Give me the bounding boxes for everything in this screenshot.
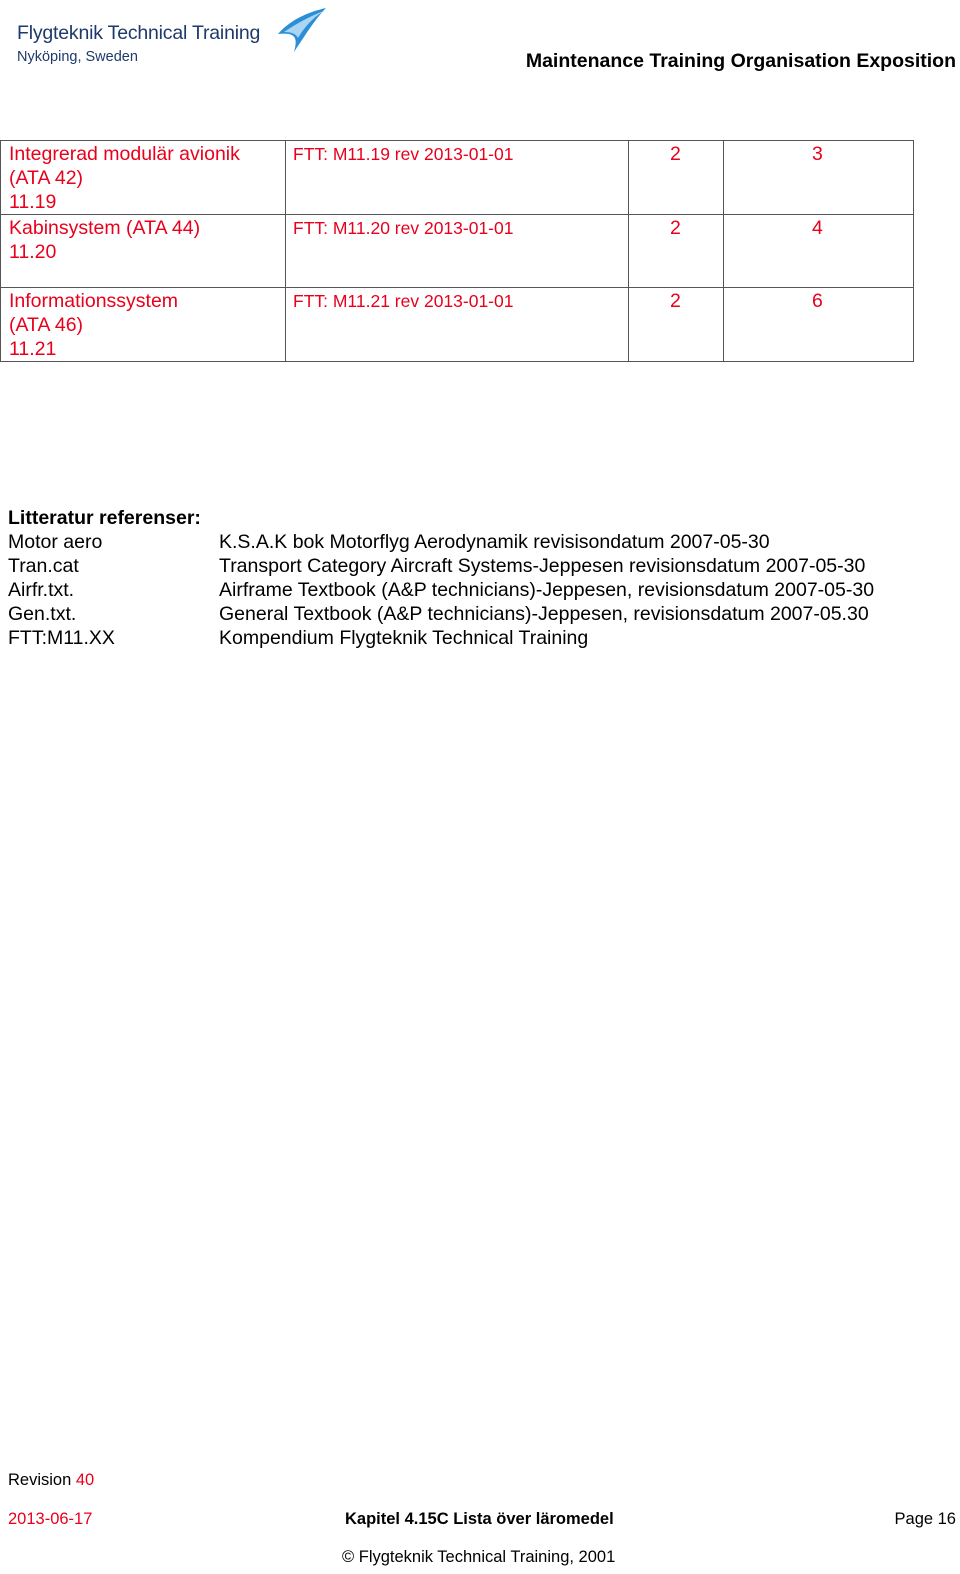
- reference-value: Kompendium Flygteknik Technical Training: [219, 627, 589, 649]
- module-name-line: (ATA 46): [9, 314, 84, 336]
- module-name-cell: [1, 141, 286, 215]
- literature-references: [8, 506, 874, 650]
- module-name-cell: [1, 215, 286, 288]
- reference-key: Gen.txt.: [8, 603, 77, 625]
- module-name-line: Informationssystem: [9, 290, 179, 312]
- document-title: Maintenance Training Organisation Exposition: [525, 50, 956, 72]
- module-name-line: 11.19: [9, 191, 57, 213]
- table-row: [1, 141, 914, 215]
- module-ref-cell: FTT: M11.21 rev 2013-01-01: [286, 288, 629, 362]
- reference-item: [8, 578, 874, 602]
- module-col3-cell: 2: [629, 141, 724, 215]
- module-name-line: (ATA 42): [9, 167, 84, 189]
- company-logo: [14, 4, 314, 68]
- module-ref-cell: FTT: M11.19 rev 2013-01-01: [286, 141, 629, 215]
- module-name-cell: [1, 288, 286, 362]
- module-col3-cell: 2: [629, 288, 724, 362]
- table-row: [1, 215, 914, 288]
- revision-label: Revision: [8, 1471, 72, 1489]
- references-heading: Litteratur referenser:: [8, 507, 201, 529]
- module-col4-cell: 3: [724, 141, 914, 215]
- module-col4-cell: 6: [724, 288, 914, 362]
- reference-item: [8, 602, 874, 626]
- reference-key: FTT:M11.XX: [8, 627, 115, 649]
- reference-value: Transport Category Aircraft Systems-Jeppesen revisionsdatum 2007-05-30: [219, 555, 866, 577]
- module-col4-cell: 4: [724, 215, 914, 288]
- reference-value: Airframe Textbook (A&P technicians)-Jeppesen, revisionsdatum 2007-05-30: [219, 579, 875, 601]
- module-table: [0, 140, 914, 362]
- module-ref-cell: FTT: M11.20 rev 2013-01-01: [286, 215, 629, 288]
- reference-item: [8, 530, 874, 554]
- reference-key: Airfr.txt.: [8, 579, 75, 601]
- reference-key: Motor aero: [8, 531, 103, 553]
- reference-key: Tran.cat: [8, 555, 79, 577]
- reference-value: General Textbook (A&P technicians)-Jeppesen, revisionsdatum 2007-05.30: [219, 603, 869, 625]
- chapter-title: Kapitel 4.15C Lista över läromedel: [345, 1510, 614, 1528]
- copyright-notice: © Flygteknik Technical Training, 2001: [342, 1548, 616, 1566]
- module-col3-cell: 2: [629, 215, 724, 288]
- module-name-line: Integrerad modulär avionik: [9, 143, 240, 165]
- module-name-line: 11.21: [9, 338, 57, 360]
- module-name-line: 11.20: [9, 241, 57, 263]
- reference-item: [8, 626, 874, 650]
- footer-date: 2013-06-17: [8, 1510, 93, 1528]
- logo-place: Nyköping, Sweden: [17, 49, 138, 65]
- revision-info: [8, 1471, 94, 1490]
- revision-number: 40: [75, 1471, 95, 1489]
- reference-item: [8, 554, 874, 578]
- page-number: Page 16: [894, 1510, 956, 1528]
- reference-value: K.S.A.K bok Motorflyg Aerodynamik revisisondatum 2007-05-30: [219, 531, 770, 553]
- logo-name: Flygteknik Technical Training: [17, 22, 261, 44]
- swoosh-icon: [276, 4, 328, 56]
- table-row: [1, 288, 914, 362]
- module-name-line: Kabinsystem (ATA 44): [9, 217, 201, 239]
